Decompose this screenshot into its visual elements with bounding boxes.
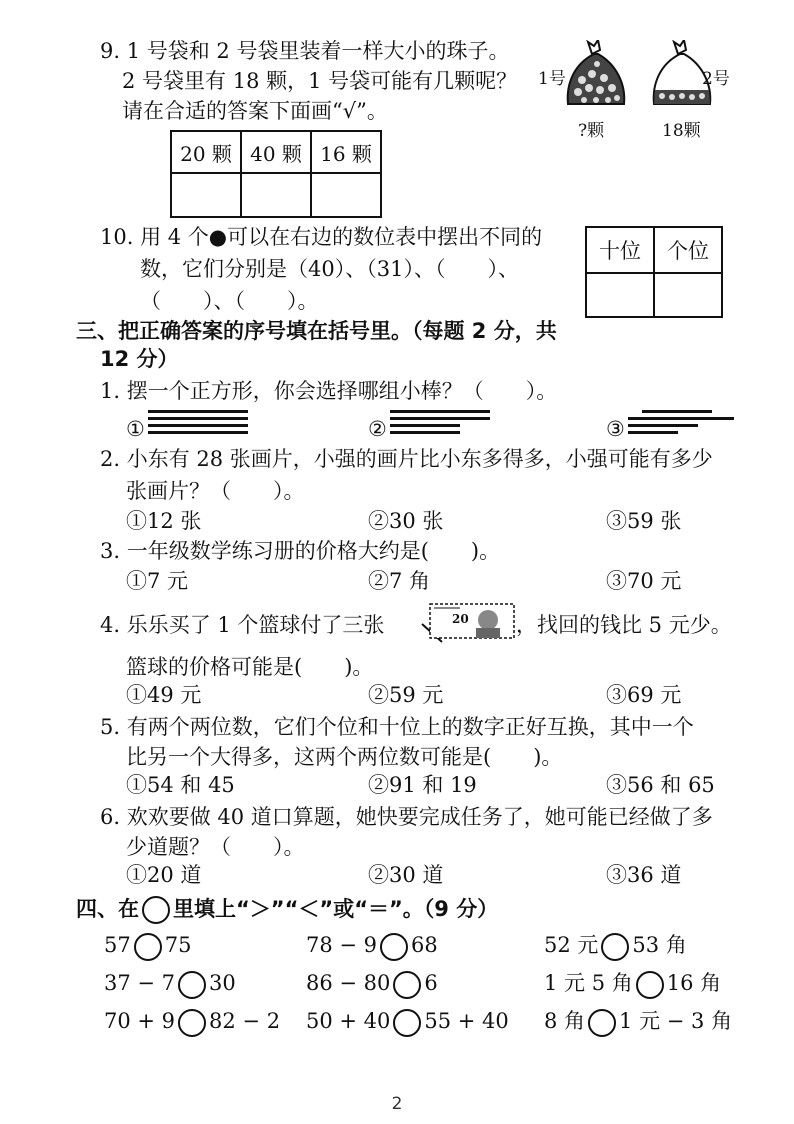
compare-left: 50 + 40 — [306, 1009, 391, 1033]
compare-circle[interactable] — [393, 971, 421, 999]
compare-left: 8 角 — [544, 1009, 586, 1033]
compare-item — [544, 1006, 732, 1037]
s3-q3-text: 3. 一年级数学练习册的价格大约是( )。 — [100, 539, 501, 563]
s3-q1-option-3[interactable]: ③ — [606, 417, 625, 441]
s3-q5-option-3[interactable]: ③56 和 65 — [606, 773, 715, 797]
bag1-icon — [562, 40, 632, 112]
s3-q4-option-2[interactable]: ②59 元 — [368, 683, 444, 707]
section3-title-line1: 三、把正确答案的序号填在括号里。（每题 2 分，共 — [76, 319, 557, 343]
compare-item — [104, 1006, 280, 1037]
bag2-label: 2号 — [702, 69, 730, 89]
q9-line3: 请在合适的答案下面画“√”。 — [122, 99, 388, 123]
compare-circle[interactable] — [636, 971, 664, 999]
ones-cell[interactable] — [654, 273, 722, 317]
q9-answer-cell[interactable] — [241, 173, 311, 217]
q9-header-cell: 40 颗 — [241, 131, 311, 173]
compare-item — [104, 968, 236, 999]
q10-line3: （ ）、（ ）。 — [140, 289, 319, 313]
compare-circle[interactable] — [601, 933, 629, 961]
compare-left: 37 − 7 — [104, 971, 176, 995]
s3-q4-line2: 篮球的价格可能是( )。 — [126, 655, 374, 679]
s3-q4-option-3[interactable]: ③69 元 — [606, 683, 682, 707]
compare-right: 1 元 − 3 角 — [619, 1009, 733, 1033]
s3-q4-line1b: ，找回的钱比 5 元少。 — [516, 613, 732, 637]
s3-q2-line1: 2. 小东有 28 张画片，小强的画片比小东多得多，小强可能有多少 — [100, 447, 713, 471]
s3-q2-option-3[interactable]: ③59 张 — [606, 509, 682, 533]
q9-header-cell: 20 颗 — [171, 131, 241, 173]
q10-line2: 数，它们分别是（40）、（31）、（ ）、 — [140, 257, 519, 281]
s3-q5-option-2[interactable]: ②91 和 19 — [368, 773, 477, 797]
compare-left: 1 元 5 角 — [544, 971, 633, 995]
q9-line2: 2 号袋里有 18 颗，1 号袋可能有几颗呢？ — [122, 69, 518, 93]
q9-answer-table — [170, 130, 382, 218]
compare-right: 53 角 — [632, 933, 687, 957]
ones-header: 个位 — [654, 227, 722, 273]
compare-left: 70 + 9 — [104, 1009, 176, 1033]
banknote-icon — [420, 598, 518, 644]
bag2-caption: 18颗 — [662, 121, 701, 141]
compare-circle[interactable] — [134, 933, 162, 961]
compare-circle[interactable] — [393, 1009, 421, 1037]
s3-q3-option-2[interactable]: ②7 角 — [368, 569, 431, 593]
tens-cell[interactable] — [586, 273, 654, 317]
place-value-table — [585, 226, 723, 318]
q9-answer-cell[interactable] — [311, 173, 381, 217]
compare-circle[interactable] — [380, 933, 408, 961]
circle-icon — [142, 896, 170, 924]
s3-q5-option-1[interactable]: ①54 和 45 — [126, 773, 235, 797]
s3-q5-line1: 5. 有两个两位数，它们个位和十位上的数字正好互换，其中一个 — [100, 715, 694, 739]
compare-right: 82 − 2 — [209, 1009, 281, 1033]
s3-q4-line1a: 4. 乐乐买了 1 个篮球付了三张 — [100, 613, 385, 637]
bag1-caption: ?颗 — [578, 121, 605, 141]
compare-circle[interactable] — [588, 1009, 616, 1037]
q9-line1: 9. 1 号袋和 2 号袋里装着一样大小的珠子。 — [100, 39, 510, 63]
compare-left: 57 — [104, 933, 131, 957]
compare-left: 86 − 80 — [306, 971, 391, 995]
compare-right: 6 — [424, 971, 438, 995]
tens-header: 十位 — [586, 227, 654, 273]
s3-q1-text: 1. 摆一个正方形，你会选择哪组小棒？（ ）。 — [100, 379, 558, 403]
q9-answer-cell[interactable] — [171, 173, 241, 217]
compare-item — [306, 968, 438, 999]
section4-title — [76, 894, 498, 924]
s3-q2-option-1[interactable]: ①12 张 — [126, 509, 202, 533]
compare-circle[interactable] — [178, 1009, 206, 1037]
compare-right: 68 — [411, 933, 438, 957]
section4-title-post: 里填上“＞”“＜”或“＝”。（9 分） — [173, 897, 499, 921]
compare-item — [544, 930, 687, 961]
s3-q2-line2: 张画片？（ ）。 — [126, 479, 305, 503]
s3-q3-option-1[interactable]: ①7 元 — [126, 569, 189, 593]
s3-q6-line2: 少道题？（ ）。 — [126, 835, 305, 859]
page-number: 2 — [391, 1094, 403, 1114]
stick-group-3 — [628, 410, 738, 438]
s3-q6-option-2[interactable]: ②30 道 — [368, 863, 444, 887]
s3-q3-option-3[interactable]: ③70 元 — [606, 569, 682, 593]
s3-q6-option-3[interactable]: ③36 道 — [606, 863, 682, 887]
s3-q5-line2: 比另一个大得多，这两个两位数可能是( )。 — [126, 745, 563, 769]
compare-item — [306, 1006, 509, 1037]
compare-right: 16 角 — [666, 971, 722, 995]
banknote-value: 20 — [452, 612, 469, 626]
bag1-label: 1号 — [538, 69, 566, 89]
q9-header-cell: 16 颗 — [311, 131, 381, 173]
compare-right: 75 — [164, 933, 192, 957]
compare-right: 55 + 40 — [424, 1009, 509, 1033]
compare-left: 78 − 9 — [306, 933, 378, 957]
compare-left: 52 元 — [544, 933, 599, 957]
stick-group-1 — [148, 410, 252, 438]
s3-q1-option-1[interactable]: ① — [126, 417, 145, 441]
section4-title-pre: 四、在 — [76, 897, 139, 921]
s3-q2-option-2[interactable]: ②30 张 — [368, 509, 444, 533]
compare-item — [104, 930, 191, 961]
compare-item — [544, 968, 721, 999]
compare-item — [306, 930, 438, 961]
section3-title-line2: 12 分） — [100, 347, 179, 371]
stick-group-2 — [390, 410, 494, 438]
s3-q6-line1: 6. 欢欢要做 40 道口算题，她快要完成任务了，她可能已经做了多 — [100, 805, 713, 829]
compare-right: 30 — [209, 971, 236, 995]
s3-q6-option-1[interactable]: ①20 道 — [126, 863, 202, 887]
q10-line1: 10. 用 4 个●可以在右边的数位表中摆出不同的 — [100, 225, 543, 249]
s3-q1-option-2[interactable]: ② — [368, 417, 387, 441]
compare-circle[interactable] — [178, 971, 206, 999]
s3-q4-option-1[interactable]: ①49 元 — [126, 683, 202, 707]
